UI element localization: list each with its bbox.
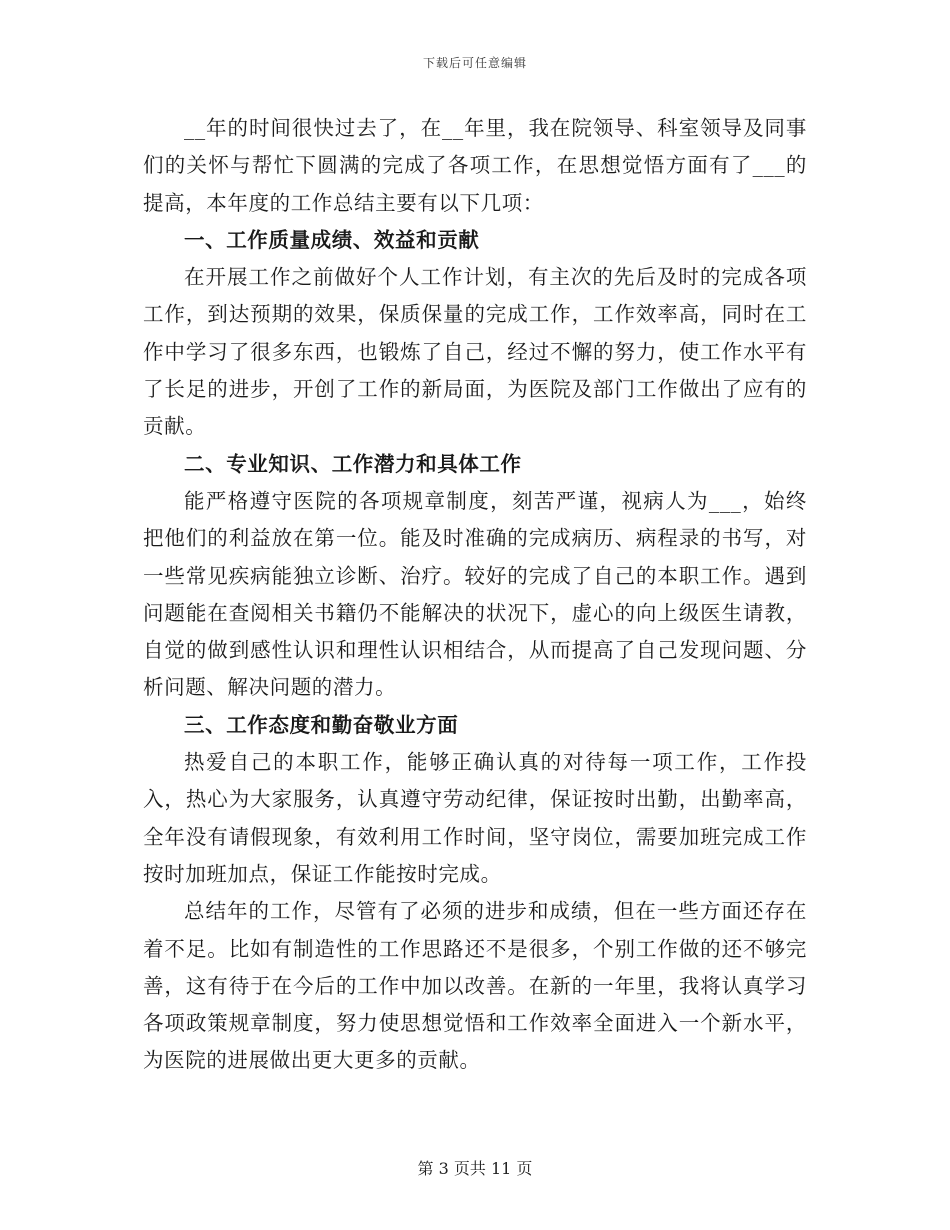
section-heading-quality: 一、工作质量成绩、效益和贡献 [184, 227, 480, 252]
section-paragraph-knowledge: 能严格遵守医院的各项规章制度，刻苦严谨，视病人为___，始终把他们的利益放在第一位。能及时准确的完成病历、病程录的书写，对一些常见疾病能独立诊断、治疗。较好的完成了自己的本职工作。遇到问题能在查阅相关书籍仍不能解决的状况下，虚心的向上级医生请教，自觉的做到感性认识和理性认识相结合，从而提高了自己发现问题、分析问题、解决问题的潜力。 [143, 488, 807, 700]
conclusion-paragraph: 总结年的工作，尽管有了必须的进步和成绩，但在一些方面还存在着不足。比如有制造性的工作思路还不是很多，个别工作做的还不够完善，这有待于在今后的工作中加以改善。在新的一年里，我将认真学习各项政策规章制度，努力使思想觉悟和工作效率全面进入一个新水平，为医院的进展做出更大更多的贡献。 [143, 899, 807, 1073]
section-paragraph-attitude: 热爱自己的本职工作，能够正确认真的对待每一项工作，工作投入，热心为大家服务，认真遵守劳动纪律，保证按时出勤，出勤率高，全年没有请假现象，有效利用工作时间，坚守岗位，需要加班完成工作按时加班加点，保证工作能按时完成。 [143, 750, 807, 886]
section-heading-knowledge: 二、专业知识、工作潜力和具体工作 [184, 451, 522, 476]
section-paragraph-quality: 在开展工作之前做好个人工作计划，有主次的先后及时的完成各项工作，到达预期的效果，保质保量的完成工作，工作效率高，同时在工作中学习了很多东西，也锻炼了自己，经过不懈的努力，使工作水平有了长足的进步，开创了工作的新局面，为医院及部门工作做出了应有的贡献。 [143, 265, 807, 439]
section-heading-attitude: 三、工作态度和勤奋敬业方面 [184, 712, 459, 737]
document-body [143, 110, 807, 1080]
page-header: 下载后可任意编辑 [422, 56, 527, 70]
page-number: 第 3 页共 11 页 [417, 1159, 533, 1178]
intro-paragraph: __年的时间很快过去了，在__年里，我在院领导、科室领导及同事们的关怀与帮忙下圆满的完成了各项工作，在思想觉悟方面有了___的提高，本年度的工作总结主要有以下几项： [143, 116, 807, 215]
